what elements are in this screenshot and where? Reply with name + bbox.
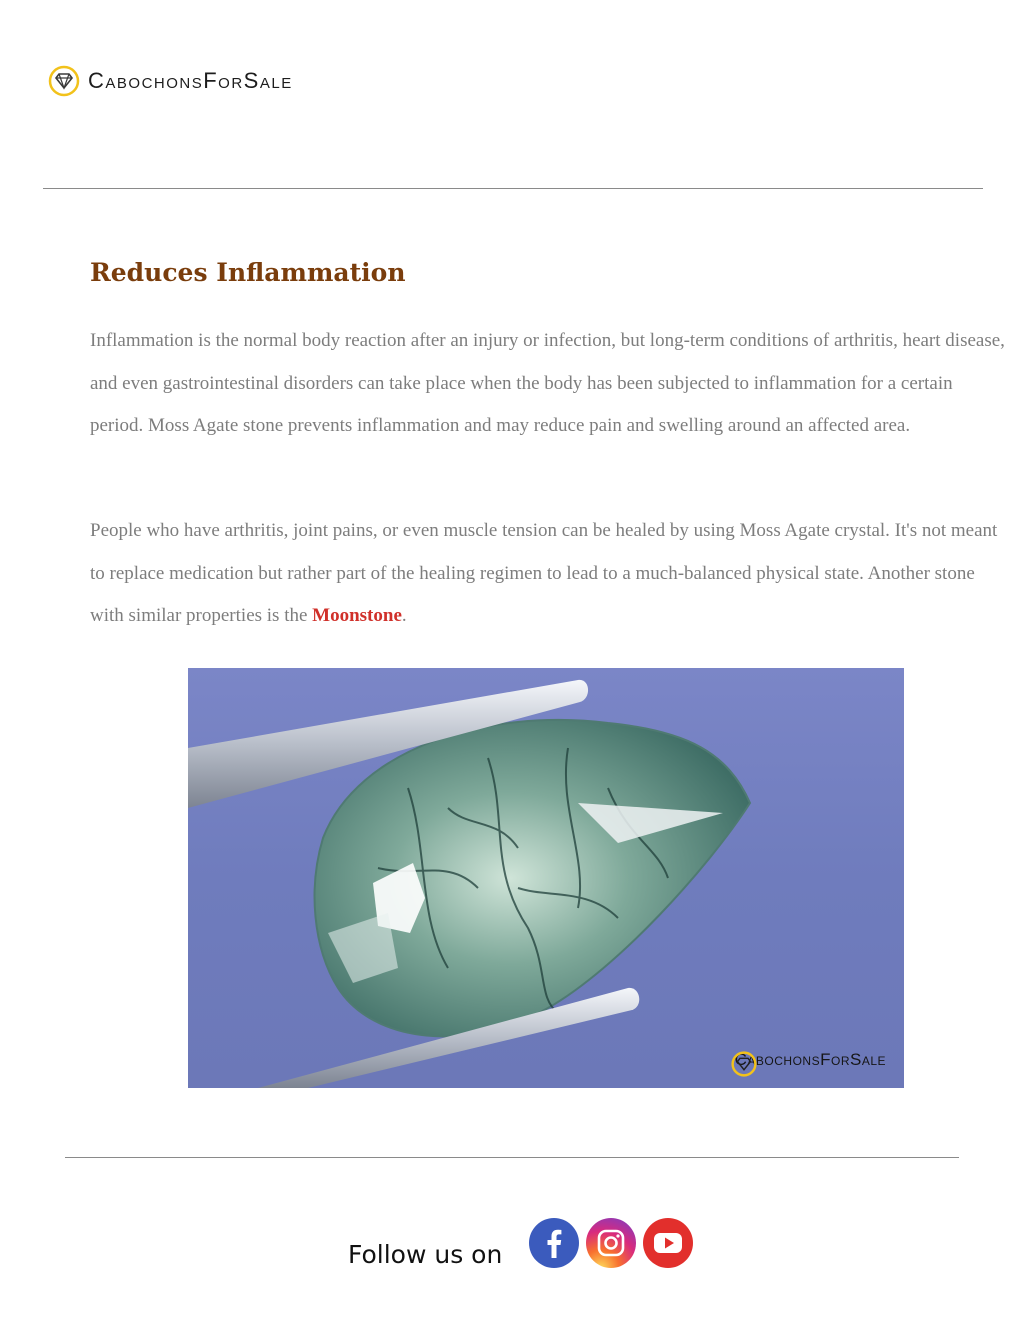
paragraph-2-text: People who have arthritis, joint pains, or even muscle tension can be healed by using Moss Agate crystal. It's not meant to replace medication but rather part of the healing regimen to lead to a much-balanced physical state. Another stone with similar properties is the — [90, 520, 998, 626]
gemstone-illustration — [188, 668, 904, 1088]
diamond-logo-icon — [731, 1050, 757, 1078]
paragraph-2-end: . — [401, 605, 407, 626]
instagram-link[interactable] — [586, 1218, 636, 1268]
brand-name: CabochonsForSale — [88, 68, 293, 93]
diamond-logo-icon — [48, 64, 80, 98]
moss-agate-photo — [188, 668, 904, 1088]
facebook-icon — [529, 1218, 579, 1268]
moonstone-link[interactable]: Moonstone — [312, 605, 402, 626]
section-heading: Reduces Inflammation — [90, 258, 406, 287]
paragraph-1: Inflammation is the normal body reaction after an injury or infection, but long-term conditions of arthritis, heart disease, and even gastrointestinal disorders can take place when the body has been subjected to inflammation for a certain period. Moss Agate stone prevents inflammation and may reduce pain and swelling around an affected area. — [90, 330, 1005, 436]
youtube-icon — [643, 1218, 693, 1268]
photo-watermark — [731, 1050, 886, 1070]
follow-label: Follow us on — [348, 1240, 503, 1269]
bottom-divider — [65, 1157, 959, 1158]
paragraph-2 — [90, 510, 1010, 638]
photo-watermark-text: CabochonsForSale — [734, 1050, 886, 1069]
youtube-link[interactable] — [643, 1218, 693, 1268]
top-divider — [43, 188, 983, 189]
brand-logo[interactable] — [48, 64, 293, 98]
instagram-icon — [586, 1218, 636, 1268]
facebook-link[interactable] — [529, 1218, 579, 1268]
